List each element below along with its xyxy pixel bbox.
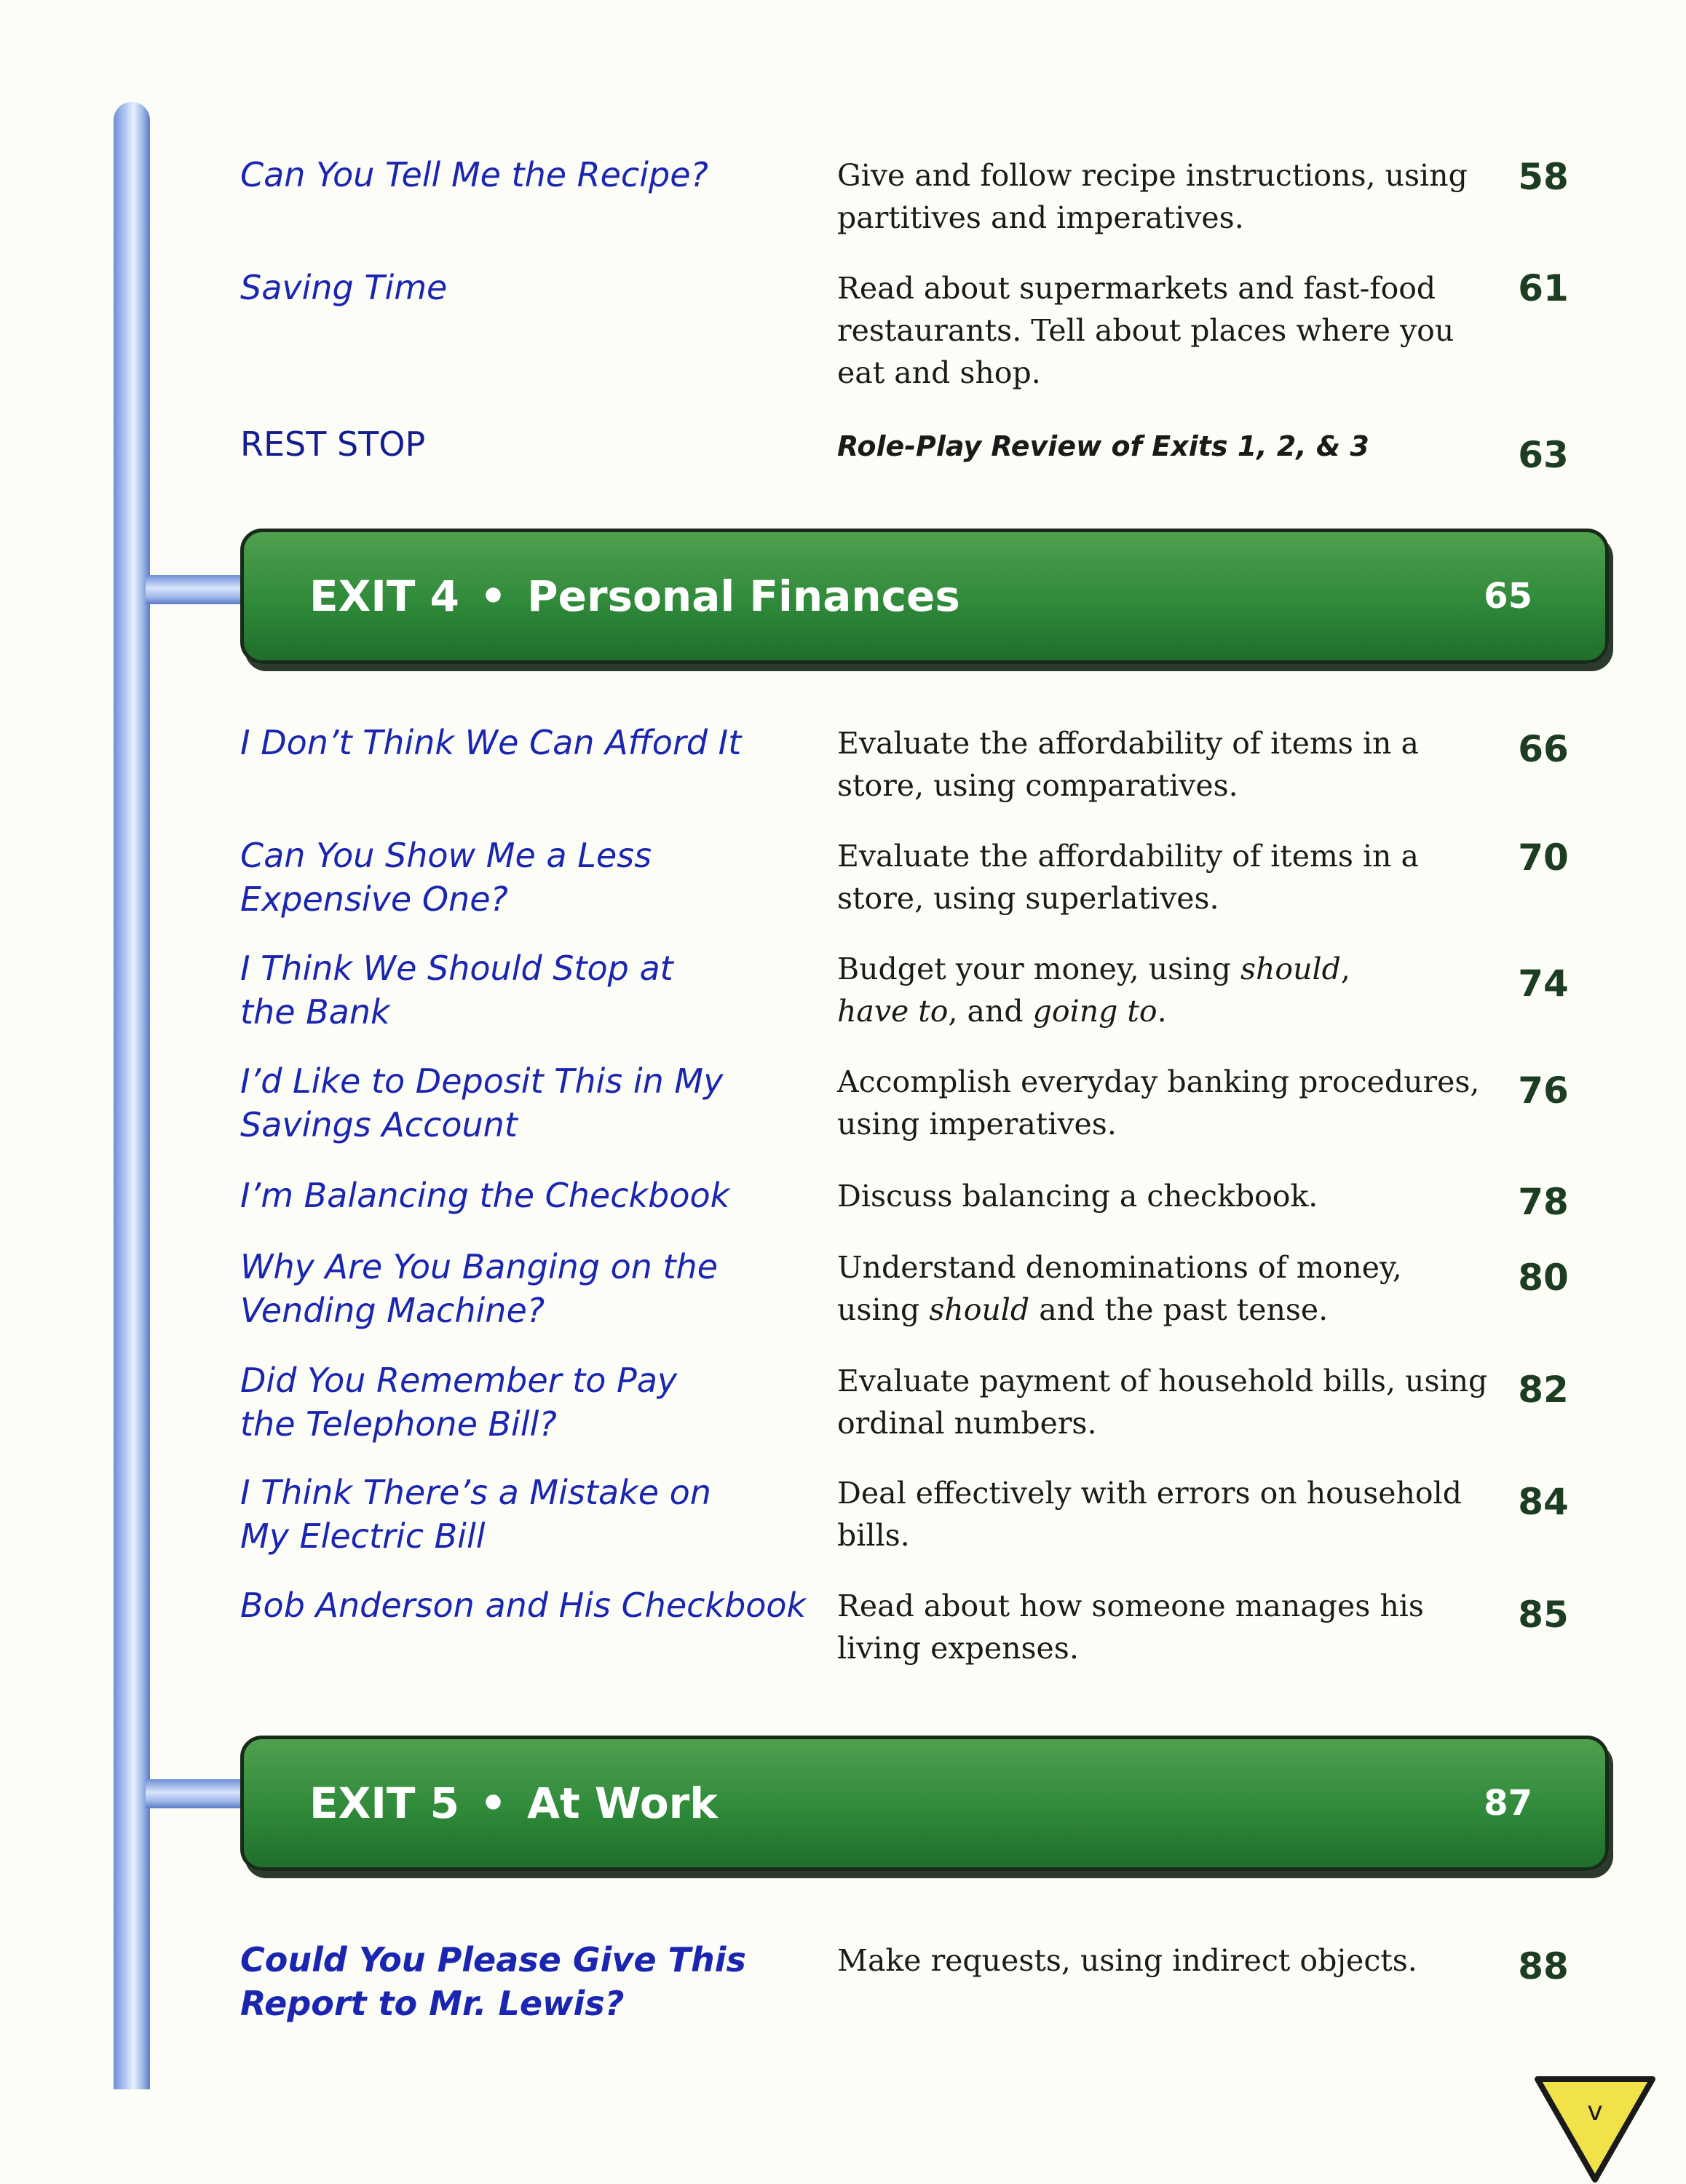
lesson-description: Evaluate payment of household bills, using ordinal numbers. (837, 1364, 1488, 1441)
lesson-description: Evaluate the affordability of items in a store, using comparatives. (837, 726, 1419, 803)
rest-stop-title: REST STOP (240, 424, 426, 464)
exit-page-number: 65 (1484, 576, 1532, 617)
toc-entry-rest-stop[interactable] (0, 422, 1686, 524)
page-folio-triangle (1533, 2075, 1657, 2184)
page-number: 58 (1518, 156, 1569, 198)
page-number: 74 (1518, 962, 1569, 1005)
toc-entry[interactable] (0, 1471, 1686, 1572)
exit-label: EXIT 5 (309, 1779, 460, 1828)
exit-label: EXIT 4 (309, 571, 460, 621)
toc-entry[interactable] (0, 834, 1686, 935)
page-folio: v (1587, 2097, 1603, 2126)
exit-5-banner[interactable] (240, 1736, 1609, 1871)
page-number: 82 (1518, 1369, 1569, 1411)
lesson-description: Read about how someone manages his living expenses. (837, 1588, 1424, 1666)
lesson-title: Bob Anderson and His Checkbook (240, 1586, 807, 1625)
rail-connector (146, 1779, 255, 1808)
exit-4-banner[interactable] (240, 529, 1609, 664)
lesson-title: I’m Balancing the Checkbook (240, 1176, 730, 1215)
page-number: 80 (1518, 1257, 1569, 1299)
page-number: 78 (1518, 1181, 1569, 1223)
bullet-separator: • (480, 1779, 507, 1828)
toc-entry[interactable] (0, 1583, 1686, 1685)
page-number: 63 (1518, 434, 1569, 476)
toc-entry[interactable] (0, 1358, 1686, 1460)
toc-entry[interactable] (0, 153, 1686, 255)
lesson-description: Accomplish everyday banking procedures, using imperatives. (837, 1064, 1480, 1142)
page-number: 85 (1518, 1594, 1569, 1636)
lesson-title: Why Are You Banging on the Vending Machine? (240, 1247, 719, 1330)
lesson-description: Deal effectively with errors on household bills. (837, 1476, 1462, 1553)
toc-entry[interactable] (0, 1245, 1686, 1347)
toc-entry[interactable] (0, 721, 1686, 823)
lesson-title: I’d Like to Deposit This in My Savings Account (240, 1061, 724, 1144)
page-number: 61 (1518, 267, 1569, 309)
lesson-title: I Think There’s a Mistake on My Electric Bill (240, 1473, 711, 1556)
lesson-title: Saving Time (240, 268, 448, 307)
lesson-description: Understand denominations of money, using should and the past tense. (837, 1250, 1402, 1327)
lesson-title: Could You Please Give This Report to Mr. Lewis? (240, 1940, 746, 2023)
bullet-separator: • (480, 571, 507, 621)
exit-page-number: 87 (1484, 1783, 1532, 1824)
page-number: 76 (1518, 1069, 1569, 1112)
lesson-description: Evaluate the affordability of items in a store, using superlatives. (837, 839, 1419, 916)
toc-entry[interactable] (0, 946, 1686, 1048)
page-number: 88 (1518, 1945, 1569, 1987)
lesson-description: Discuss balancing a checkbook. (837, 1179, 1318, 1214)
toc-entry[interactable] (0, 1059, 1686, 1161)
exit-name: At Work (527, 1779, 718, 1828)
lesson-description: Make requests, using indirect objects. (837, 1943, 1417, 1978)
page-number: 70 (1518, 836, 1569, 879)
rail-connector (146, 575, 255, 604)
toc-entry[interactable] (0, 266, 1686, 390)
lesson-description: Budget your money, using should, have to, and going to. (837, 951, 1350, 1029)
lesson-title: Can You Show Me a Less Expensive One? (240, 836, 652, 919)
lesson-title: I Think We Should Stop at the Bank (240, 949, 673, 1032)
page-number: 84 (1518, 1481, 1569, 1523)
page-number: 66 (1518, 728, 1569, 770)
lesson-title: Did You Remember to Pay the Telephone Bill? (240, 1361, 678, 1444)
exit-name: Personal Finances (527, 571, 960, 621)
lesson-description: Read about supermarkets and fast-food restaurants. Tell about places where you eat and shop. (837, 271, 1455, 390)
lesson-title: Can You Tell Me the Recipe? (240, 155, 708, 194)
rest-stop-description: Role-Play Review of Exits 1, 2, & 3 (837, 430, 1369, 462)
lesson-title: I Don’t Think We Can Afford It (240, 723, 742, 762)
toc-entry[interactable] (0, 1938, 1686, 2040)
lesson-description: Give and follow recipe instructions, using partitives and imperatives. (837, 158, 1468, 235)
